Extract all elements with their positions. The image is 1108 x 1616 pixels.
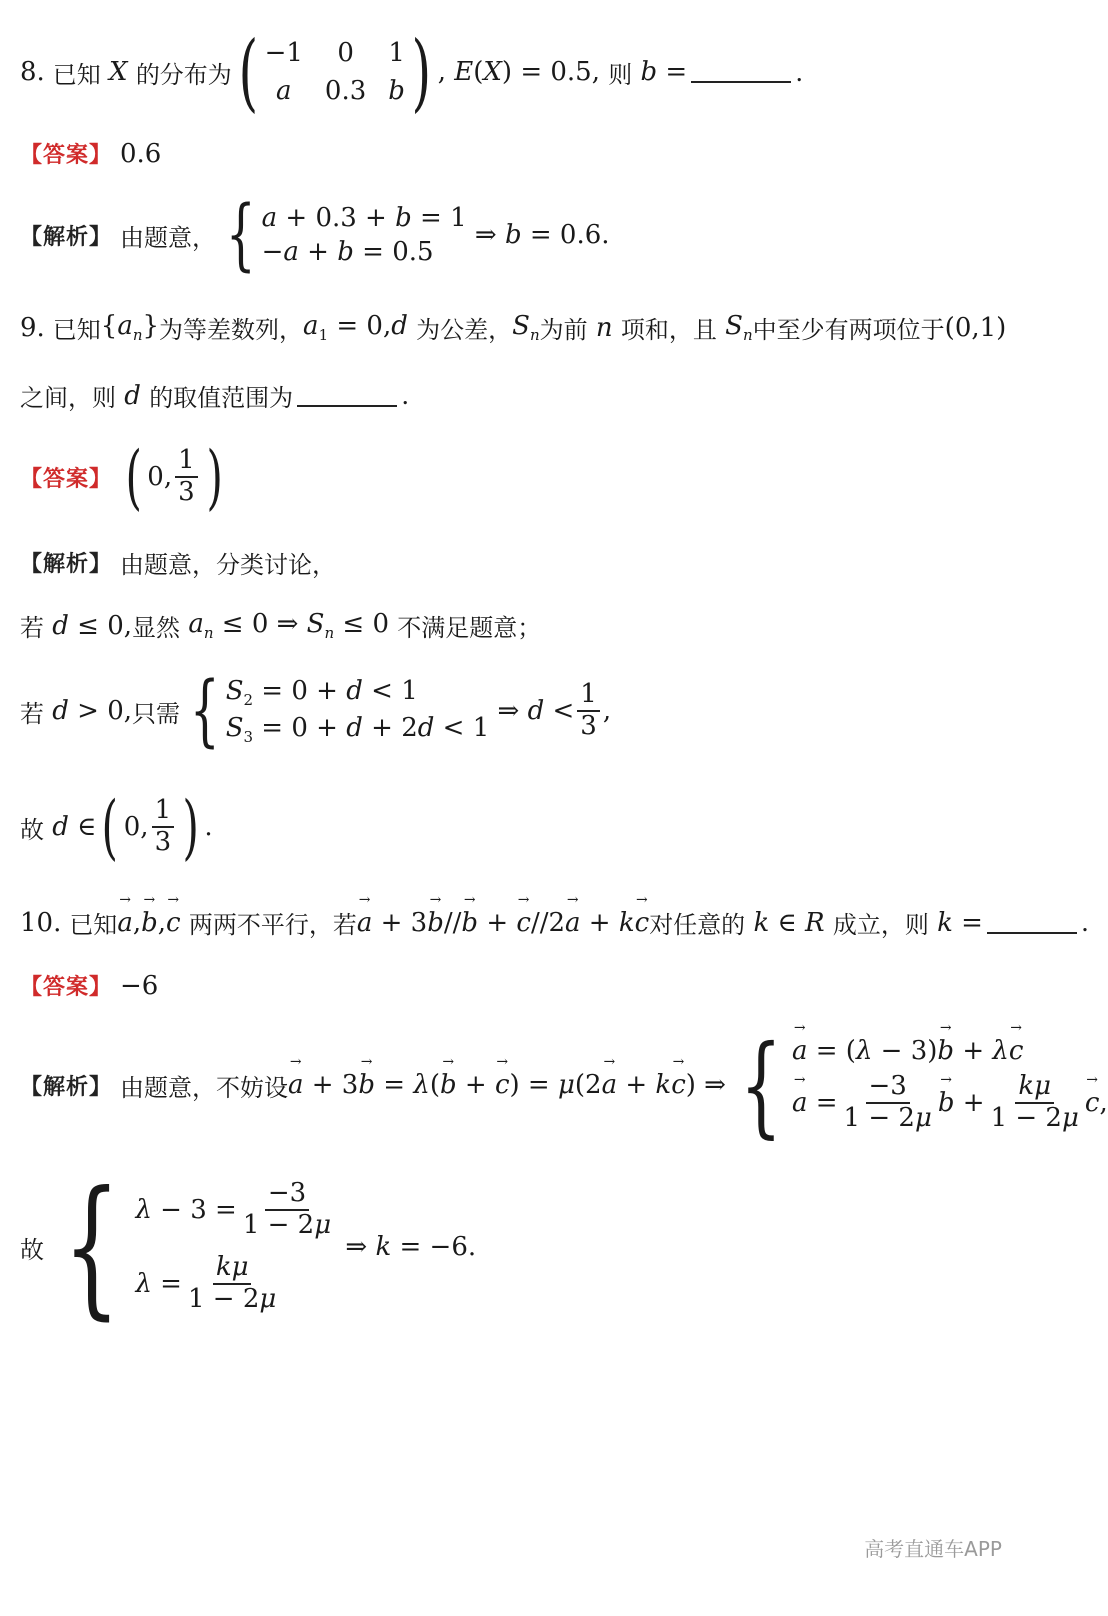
q8-answer: 【答案】 0.6 xyxy=(20,138,162,169)
q8-analysis: 【解析】 由题意， { a + 0.3 + b = 1 −a + b = 0.5 ⇒ b = 0.6. xyxy=(20,190,610,280)
q9-stem-line2: 之间，则 d 的取值范围为 . xyxy=(20,380,410,412)
q9-conclusion: 故 d ∈ ( 0, $\frac{1}{3}$ ) . xyxy=(20,786,213,868)
q8-answer-blank xyxy=(691,61,791,83)
q10-analysis: 【解析】 由题意，不妨设 → a + 3→ b = λ(→ b + → c) = μ(2→ a + k→ c) ⇒ { → a = (λ − 3)→ b + λ→ c → a = $\frac{-3}{1 - 2\mu}$ → b + $\frac{k\mu}{1 - 2\mu}$ → c , xyxy=(20,1030,1108,1140)
q9-stem-line1: 9. 已知 $\{a_n\}$ 为等差数列， $a_1 = 0,d$ 为公差， $S_n$ 为前 n 项和，且 $S_n$ 中至少有两项位于 (0,1) xyxy=(20,310,1007,345)
distribution-matrix: −1 0 1 a 0.3 b xyxy=(264,38,405,106)
q8-stem: 8. 已知 X 的分布为 ( −1 0 1 a 0.3 b ) , E(X) = 0.5, 则 b = . xyxy=(20,23,804,121)
q9-analysis-intro: 【解析】 由题意，分类讨论， xyxy=(20,551,336,579)
q9-case1: 若 d ≤ 0, 显然 $a_n \le 0$ ⇒ $S_n \le 0$ 不满足题意； xyxy=(20,608,542,643)
q10-conclusion: 故 { λ − 3 = $\frac{-3}{1 - 2\mu}$ λ = $\frac{k\mu}{1 - 2\mu}$ ⇒ k = −6. xyxy=(20,1160,477,1334)
q10-answer: 【答案】 −6 xyxy=(20,970,159,1001)
q10-answer-blank xyxy=(987,912,1077,934)
q9-answer: 【答案】 ( 0, $\frac{1}{3}$ ) xyxy=(20,436,223,518)
q9-case2: 若 d > 0, 只需 { $S_2 = 0 + d < 1$ $S_3 = 0 + d + 2d < 1$ ⇒ d < $\frac{1}{3}$ , xyxy=(20,666,612,756)
q10-stem: 10. 已知 → a,→ b,→ c 两两不平行，若 → a + 3→ b//→ b + → c//2→ a + k→ c 对任意的 k ∈ R 成立，则 k = . xyxy=(20,905,1089,940)
watermark: 高考直通车APP xyxy=(864,1537,1002,1561)
q9-answer-blank xyxy=(297,385,397,407)
